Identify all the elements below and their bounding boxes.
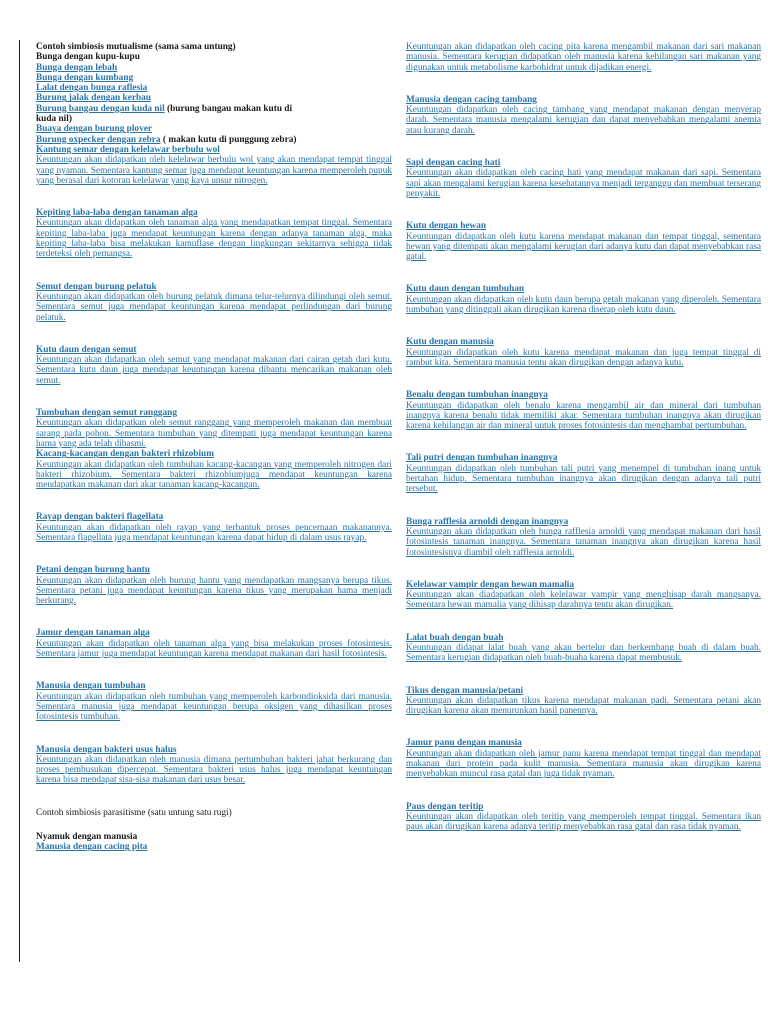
intro-link[interactable]: Bunga dengan lebah [36,62,118,73]
section [36,282,392,323]
section [406,686,761,717]
section [406,284,761,315]
oxpecker-note: ( makan kutu di punggung zebra) [160,134,297,145]
section [36,145,392,186]
intro-link[interactable]: Bunga dengan kumbang [36,72,134,83]
section-body[interactable]: Keuntungan didapatkan oleh kutu karena mendapat makanan dan juga tempat tinggal di rambut kita. Sementara manusia tentu akan dirugikan dengan adanya kutu. [406,347,761,368]
section-body[interactable]: Keuntungan didapatkan oleh tumbuhan tali putri yang menempel di tumbuhan inang untuk bertahan hidup. Sementara tumbuhan inangnya akan dirugikan dengan adanya tali putri tersebut. [406,463,761,495]
parasit-link[interactable]: Manusia dengan cacing pita [36,842,148,853]
section [406,802,761,833]
section [406,337,761,368]
right-column [406,42,761,833]
section-title[interactable]: Tikus dengan manusia/petani [406,685,524,696]
section [406,95,761,136]
section-body[interactable]: Keuntungan didapatkan oleh cacing tambang yang mendapat makanan dengan menyerap darah. Sementara manusia mengalami kerugian dan dapat menyebabkan mengalami anemia atau kurang darah. [406,105,761,136]
section-body[interactable]: Keuntungan akan didapatkan oleh burung pelatuk dimana telur-telurnya dilindungi oleh semut. Sementara semut juga mendapat keuntungan karena mendapat perlindungan dari burung pelatuk. [36,291,392,323]
section-title[interactable]: Benalu dengan tumbuhan inangnya [406,390,548,401]
mutualism-heading: Contoh simbiosis mutualisme (sama sama untung) [36,42,236,52]
section [406,517,761,558]
intro-item: Bunga dengan kupu-kupu [36,52,140,63]
section-title[interactable]: Manusia dengan bakteri usus halus [36,744,177,755]
section-title[interactable]: Kantung semar dengan kelelawar berbulu wol [36,144,220,155]
section-title[interactable]: Bunga rafflesia arnoldi dengan inangnya [406,516,569,527]
section-title[interactable]: Tumbuhan dengan semut ranggang [36,408,177,419]
section-body[interactable]: Keuntungan akan didapatkan oleh cacing hati yang mendapat makanan dari sapi. Sementara sapi akan mengalami kerugian karena kesehatannya menjadi terganggu dan membuat terserang penyakit. [406,168,761,199]
section-body[interactable]: Keuntungan akan didapatkan oleh tanaman alga yang mendapatkan tempat tinggal. Sementara kepiting laba-laba juga mendapat keuntungan karena dengan adanya tanaman alga, maka kepiting laba-laba bisa melakukan kamuflase dengan lingkungan sekitarnya sehigga tidak terdeteksi oleh pemangsa. [36,218,392,260]
section [36,408,392,449]
section [406,453,761,494]
section-title[interactable]: Jamur panu dengan manusia [406,738,522,749]
section [406,390,761,431]
parasitism-heading: Contoh simbiosis parasitisme (satu untung satu rugi) [36,807,232,818]
section [406,738,761,779]
page-left-border [19,40,20,962]
section-body[interactable]: Keuntungan akan didapatkan oleh rayap yang terbantuk proses pencernaan makanannya. Sementara flagellata juga mendapat keuntungan karena dapat hidup di dalam usus rayap. [36,522,392,543]
section-title[interactable]: Kutu dengan manusia [406,337,494,348]
bangau-link[interactable]: Burung bangau dengan kuda nil [36,103,165,114]
section-body[interactable]: Keuntungan akan didapatkan oleh manusia dimana pertumbuhan bakteri jahat berkurang dan proses pembusukan dipercepat. Sementara bakteri usus halus juga mendapat keuntungan karena bisa mendapat sisa-sisa makanan dari usus besar. [36,754,392,786]
section-title[interactable]: Rayap dengan bakteri flagellata [36,512,164,523]
section [36,565,392,606]
section-body[interactable]: Keuntungan akan didapatkan oleh teritip yang memperoleh tempat tinggal. Sementara ikan paus akan dirugikan karena adanya teritip menyebabkan rasa gatal dan rasa tidak nyaman. [406,811,761,833]
bangau-note-cont: kuda nil) [36,114,72,125]
section-title[interactable]: Manusia dengan cacing tambang [406,94,537,105]
section-body[interactable]: Keuntungan akan didapatkan oleh tumbuhan kacang-kacangan yang memperoleh nitrogen dari bakteri rhizobium. Sementara bakteri rhizobiumjuga mendapat keuntungan karena mendapatkan makanan dari akar tanaman kacang-kacangan. [36,459,392,491]
section-title[interactable]: Kutu dengan hewan [406,221,487,232]
section [406,580,761,611]
section [406,221,761,262]
section-body[interactable]: Keuntungan akan didapatkan oleh semut yang mendapat makanan dari cairan getah dari kutu. Sementara kutu daun juga mendapat keuntungan karena dibantu mencarikan makanan oleh semut. [36,355,392,386]
section [36,208,392,259]
section-body[interactable]: Keuntungan akan didapatkan tikus karena mendapat makanan padi. Sementara petani akan dirugikan karena akan menurunkan hasil panennya. [406,695,761,717]
section-body[interactable]: Keuntungan didapat lalat buah yang akan bertelur dan berkembang buah di dalam buah. Sementara kerugian didapatkan oleh buah-buaha karena dapat membusuk. [406,642,761,664]
section-title[interactable]: Manusia dengan tumbuhan [36,681,146,692]
section-body[interactable]: Keuntungan akan didapatkan oleh semut ranggang yang memperoleh makanan dan membuat sarang pada pohon. Sementara tumbuhan yang ditempati juga mendapat keuntungan karena hama yang ada telah dibasmi. [36,418,392,449]
section-title[interactable]: Kutu daun dengan semut [36,344,137,355]
section [406,158,761,199]
section-body[interactable]: Keuntungan akan didapatkan oleh jamur panu karena mendapat tempat tinggal dan mendapat makanan dari protein pada kulit manusia. Sementara manusia akan dirugikan karena menyebabkan muncul rasa gatal dan juga tidak nyaman. [406,748,761,780]
section [36,512,392,543]
left-column [36,42,392,853]
intro-link[interactable]: Burung jalak dengan kerbau [36,93,151,104]
section-title[interactable]: Paus dengan teritip [406,801,484,812]
section [36,449,392,490]
section-body[interactable]: Keuntungan akan didapatkan oleh kelelawar berbulu wol yang akan mendapat tempat tinggal yang nyaman. Sementara kantung semar juga mendapat keuntungan karena memperoleh pupuk yang berasal dari kotoran kelelawar yang kaya unsur nitrogen. [36,155,392,186]
section-body[interactable]: Keuntungan akan didapatkan oleh cacing pita karena mengambil makanan dari sari makanan manusia. Sementara kerugian didapatkan oleh manusia karena kehilangan sari makanan yang digunakan untuk metabolisme karbohidrat untuk dijadikan energi. [406,42,761,73]
section-body[interactable]: Keuntungan akan diadapatkan oleh kelelawar vampir yang menghisap darah mangsanya. Sementara hewan mamalia yang dihisap darahnya tentu akan dirugikan. [406,590,761,611]
section-body[interactable]: Keuntungan akan didapatkan oleh burung hantu yang mendapatkan mangsanya berupa tikus. Sementara petani juga mendapat keuntungan karena tikus yang merupakan hama menjadi berkurang. [36,575,392,607]
oxpecker-link[interactable]: Burung oxpecker dengan zebra [36,134,161,145]
section-body[interactable]: Keuntungan akan didapatkan oleh tumbuhan yang memperoleh karbondioksida dari manusia. Sementara manusia juga mendapat keuntungan berupa oksigen yang dihasilkan proses fotosintesis tumbuhan. [36,691,392,723]
section-title[interactable]: Jamur dengan tanaman alga [36,628,150,639]
section [36,345,392,386]
intro-link[interactable]: Lalat dengan bunga raflesia [36,83,148,94]
section-title[interactable]: Kelelawar vampir dengan hewan mamalia [406,579,575,590]
parasit-item: Nyamuk dengan manusia [36,832,138,843]
section-title[interactable]: Tali putri dengan tumbuhan inangnya [406,453,558,464]
section [36,745,392,786]
section [36,628,392,659]
section-body[interactable]: Keuntungan didapatkan oleh benalu karena mengambil air dan mineral dari tumbuhan inangnya karena benalu tidak memiliki akar. Sementara tumbuhan inangnya akan dirugikan karena kehilangan air dan mineral untuk proses fotosintesis dan menghambat pertumbuhan. [406,400,761,432]
section-title[interactable]: Kutu daun dengan tumbuhan [406,284,525,295]
bangau-note: (burung bangau makan kutu di [164,103,293,114]
section-title[interactable]: Kepiting laba-laba dengan tanaman alga [36,208,198,219]
section [406,633,761,664]
section-body[interactable]: Keuntungan didapatkan oleh kutu karena mendapat makanan dan tempat tinggal, sementara hewan yang ditempati akan mengalami kerugian dari adanya kutu dan dapat menyebabkan rasa gatal. [406,231,761,263]
section-body[interactable]: Keuntungan akan didapatkan oleh bunga rafflesia arnoldi yang mendapat makanan dari hasil fotosintesis tanaman inangnya. Sementara tanaman inangnya akan dirugikan karena hasil fotosintesisnya diambil oleh rafflesia arnoldi. [406,526,761,558]
section-title[interactable]: Lalat buah dengan buah [406,632,504,643]
section [36,681,392,722]
section-title[interactable]: Sapi dengan cacing hati [406,158,501,169]
buaya-link[interactable]: Buaya dengan burung plover [36,124,152,135]
section-title[interactable]: Semut dengan burung pelatuk [36,281,157,292]
section-body[interactable]: Keuntungan akan didapatkan oleh kutu daun berupa getah makanan yang diperoleh. Sementara tumbuhan yang ditinggali akan dirugikan karena diserap oleh kutu daun. [406,294,761,316]
section-body[interactable]: Keuntungan akan didapatkan oleh tanaman alga yang bisa melakukan proses fotosintesis. Sementara jamur juga mendapat keuntungan karena mendapat makanan dari hasil fotosintesis. [36,638,392,660]
section-title[interactable]: Kacang-kacangan dengan bakteri rhizobium [36,449,214,460]
section-title[interactable]: Petani dengan burung hantu [36,565,150,576]
